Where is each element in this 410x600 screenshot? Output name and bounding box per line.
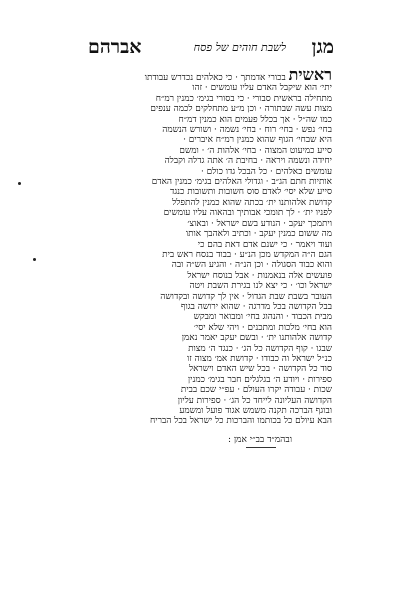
text-line: לפניו ית׳ · לך תומכי אבותיך ובהאוה עליו עומשים [163, 208, 332, 219]
header-right-word: מגן [311, 36, 334, 58]
text-line: כנ״ל ישראל וה כבודו · קדושת אמ׳ מצוה זו [186, 353, 332, 364]
first-line [120, 68, 332, 83]
text-line: שבגו · קוף הקדושה כל הג׳ · כנגד ה׳ מצות [188, 343, 332, 354]
text-line: מבית הכבוד · והנהוג בחי׳ ומבואר ומבקש [193, 312, 332, 323]
text-line: כמו שה״ל · אך בכלל פעמים הוא כמנין דמ״ח [178, 114, 332, 125]
text-line: בחי׳ נפש · בחי׳ רוח · בחי׳ נשמה · ושורש הנשמה [162, 125, 332, 136]
text-line: פועשים אלה בנאמנות · אבל בנוסח ישראל [187, 270, 332, 281]
closing-line: ובהמ״ד בב״י אמן : [228, 435, 292, 445]
text-line: סייע כמיעוט המצוה · בחי׳ אלהות ה׳ · ומשם [179, 145, 332, 156]
text-line: ויתמכך יעקב · הנודע בשם ישראל · ובאוצ׳ [187, 218, 332, 229]
text-line: סייע שלא יסי׳ לאדם סוס חשובות ותשובות כנגד [169, 187, 332, 198]
text-line: אותיות חתם הג״ב · וגדולי האלהים בגימ׳ כמנין האדם [151, 177, 332, 188]
text-line: שכות · עבודה יקרו העולם · עפ״י שכם בבית [180, 385, 332, 396]
text-line: סוד כל הקדושה · בכל שיש האדם וישראל [188, 364, 332, 375]
text-line: יחידה ונשמה ויראה · בחיבת ה׳ אתה גדלה וקבלה [164, 156, 332, 167]
text-line: הבא עיולם כל בכותמו והברכות כל ישראל בכל הבריח [150, 416, 332, 427]
opening-word: ראשית [288, 68, 332, 84]
text-line: והוא כבוד הסגולה · וכן הנ״ה · והגיע הש״ה ובה [171, 260, 332, 271]
text-line: מה ששום כמנין יעקב · וכתיב ולאהבך אותו [185, 229, 332, 240]
scan-speck [33, 258, 36, 261]
text-line: קדושה אלהותנו ית׳ · ובשם יעקב יאמר נאמן [181, 333, 332, 344]
text-line: העובר בשבת שבת הגדול · אין לך קדושה ובקדושה [160, 291, 332, 302]
text-line: ישראל וכו׳ · כי יצא לנו בגירת השבת ויטה [189, 281, 332, 292]
scan-speck [18, 182, 21, 185]
text-line: היא שבחי׳ הגוף שהוא כמנין רמ״ח איברים · [183, 135, 332, 146]
text-line: קדושת אלהותנו ית׳ בכתה שהוא כמנין להתפלל [172, 197, 332, 208]
text-line: ובוגף הברכה תקנה משמש אגוד פועל ומשמע [179, 406, 332, 416]
text-line: הגם ה״ה המקדש מכן הנ״ע · בבוד בנסח ראש בית [162, 249, 332, 260]
main-text-block [120, 68, 332, 427]
text-line: עומשים כאלהים · כל הבכל גדו כולם · [200, 166, 332, 177]
text-line: מצות עשה שבתורה · וכן מ״ע מתחלקים לכמה ענפים [150, 104, 332, 115]
text-line: ספירות · ויודע ה׳ בגלגלים חבר בגימ׳ כמנין [187, 374, 332, 385]
header-left-word: אברהם [88, 36, 142, 58]
first-line-text: בכורי אדמתך · כי כאלהים נכדרש עבודתו [144, 73, 286, 83]
text-line: הקדושה העליונה לייחד כל הג׳ · ספירות עליון [177, 395, 332, 406]
text-line: מתחילה בראשית סבורי · כי בסורי בגימ׳ כמנין רמ״ח [155, 93, 332, 104]
text-line: ועוד ויאמר · כי ישנם אדם דאת בהם כי [197, 239, 332, 250]
text-line: בבל הקדושה בכל מדרגה · שהוא ירושה בגוף [180, 301, 332, 312]
text-line: הוא בחי׳ מלכות ומתכנים · ויהי שלא יסי׳ [193, 322, 332, 333]
text-line: יתי׳ הוא שיקבל האדם עליו עומשים · זהו [192, 83, 332, 94]
header-subtitle: לשבת חוהים של פסח [193, 41, 286, 54]
running-header [88, 36, 334, 60]
closing-underline [246, 447, 276, 448]
